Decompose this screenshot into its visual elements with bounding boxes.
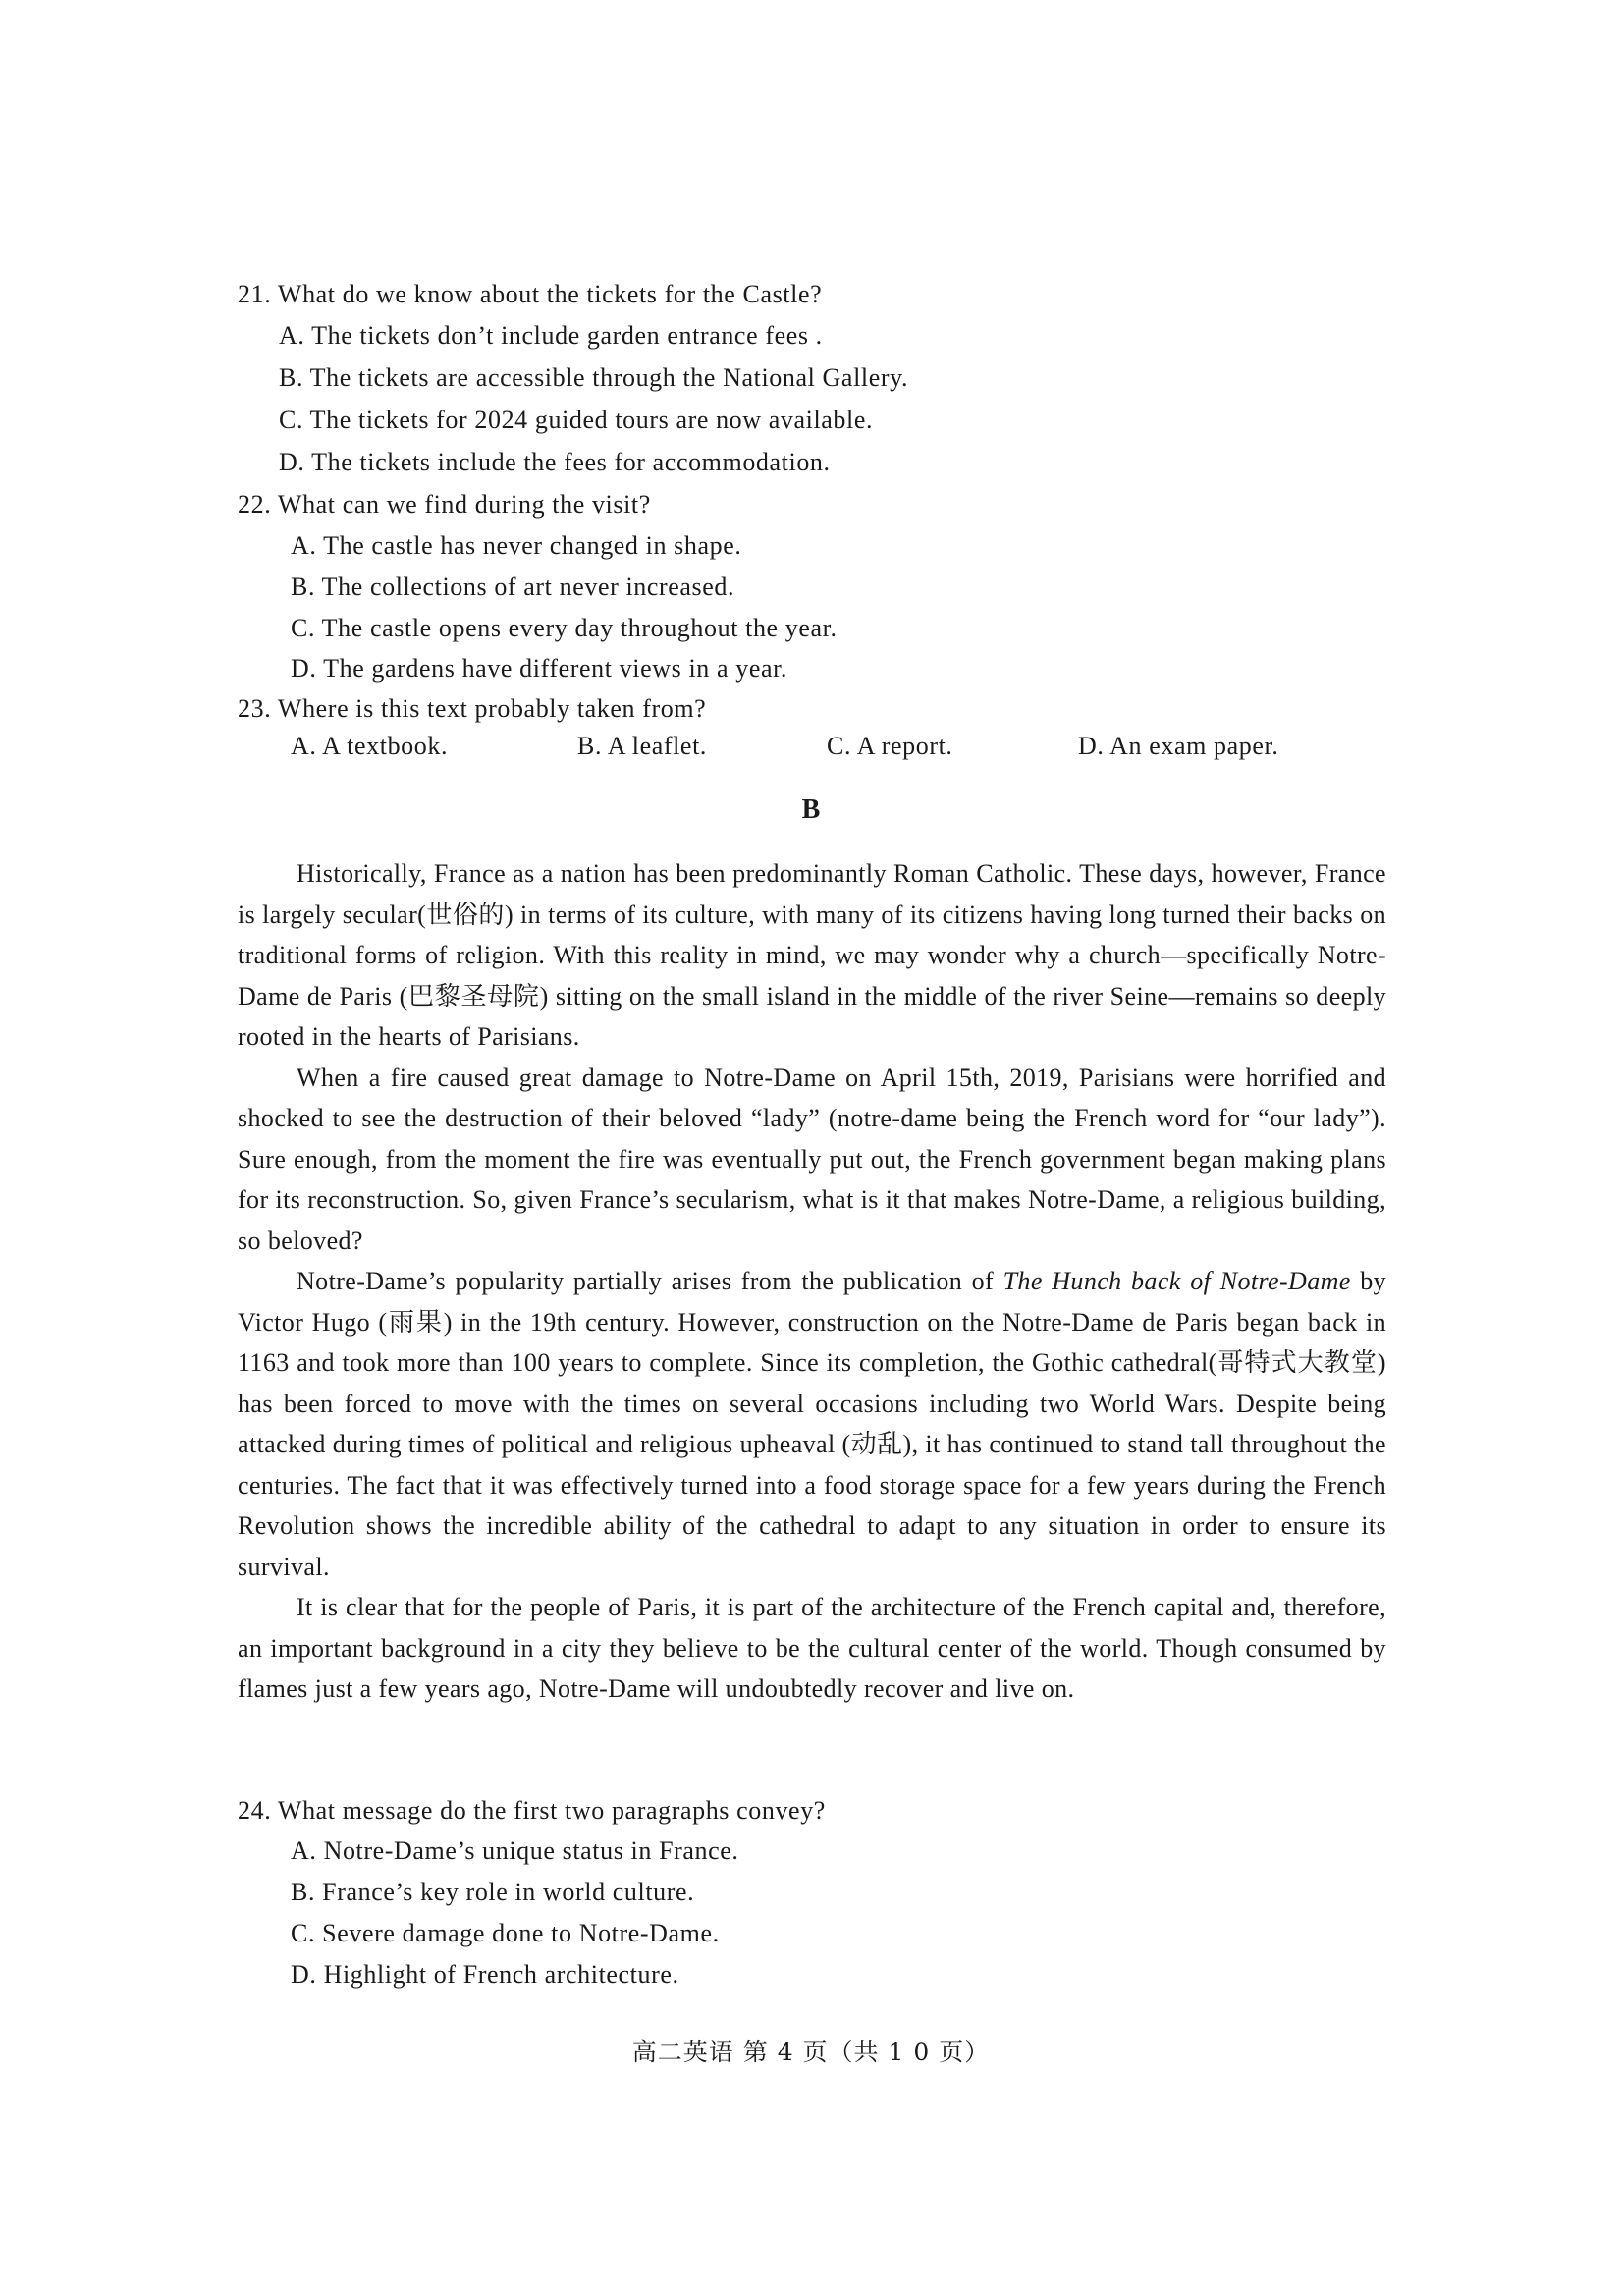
question-23-option-a: A. A textbook. [291, 732, 449, 760]
question-21-option-c: C. The tickets for 2024 guided tours are now available. [279, 406, 874, 434]
question-22-option-a: A. The castle has never changed in shape. [291, 531, 742, 560]
question-23-option-b: B. A leaflet. [577, 732, 707, 760]
question-24-stem: 24. What message do the first two paragraphs convey? [238, 1796, 826, 1825]
question-23-option-c: C. A report. [827, 732, 953, 760]
question-23-stem: 23. Where is this text probably taken from? [238, 694, 707, 723]
question-21-option-d: D. The tickets include the fees for accommodation. [279, 448, 831, 476]
book-title: The Hunch back of Notre-Dame [1002, 1267, 1351, 1295]
question-22-option-c: C. The castle opens every day throughout the year. [291, 614, 838, 642]
passage-b-paragraph-3 [238, 1261, 1386, 1587]
question-21-stem: 21. What do we know about the tickets for the Castle? [238, 280, 823, 308]
question-23-option-d: D. An exam paper. [1078, 732, 1279, 760]
question-24-option-d: D. Highlight of French architecture. [291, 1960, 679, 1989]
question-22-stem: 22. What can we find during the visit? [238, 490, 651, 519]
question-22-option-d: D. The gardens have different views in a year. [291, 654, 788, 683]
passage-b [238, 853, 1386, 1710]
passage-b-paragraph-1: Historically, France as a nation has been predominantly Roman Catholic. These days, however, France is largely secular(世俗的) in terms of its culture, with many of its citizens having long turned their backs on traditional forms of religion. With this reality in mind, we may wonder why a church—specifically Notre-Dame de Paris (巴黎圣母院) sitting on the small island in the middle of the river Seine—remains so deeply rooted in the hearts of Parisians. [238, 859, 1386, 1051]
question-24-option-b: B. France’s key role in world culture. [291, 1878, 695, 1906]
page-footer: 高二英语 第 4 页（共 1 0 页） [631, 2038, 991, 2066]
question-21-option-a: A. The tickets don’t include garden entrance fees . [279, 321, 823, 350]
question-24-option-a: A. Notre-Dame’s unique status in France. [291, 1836, 739, 1865]
paragraph-3-intro: Notre-Dame’s popularity partially arises from the publication of [297, 1267, 1003, 1295]
passage-b-paragraph-2: When a fire caused great damage to Notre-Dame on April 15th, 2019, Parisians were horrified and shocked to see the destruction of their beloved “lady” (notre-dame being the French word for “our lady”). Sure enough, from the moment the fire was eventually put out, the French government began making plans for its reconstruction. So, given France’s secularism, what is it that makes Notre-Dame, a religious building, so beloved? [238, 1063, 1386, 1255]
question-24-option-c: C. Severe damage done to Notre-Dame. [291, 1919, 720, 1947]
question-22-option-b: B. The collections of art never increased. [291, 573, 735, 601]
question-21-option-b: B. The tickets are accessible through the National Gallery. [279, 363, 909, 392]
paragraph-3-body: by Victor Hugo (雨果) in the 19th century. However, construction on the Notre-Dame de Paris began back in 1163 and took more than 100 years to complete. Since its completion, the Gothic cathedral(哥特式大教堂) has been forced to move with the times on several occasions including two World Wars. Despite being attacked during times of political and religious upheaval (动乱), it has continued to stand tall throughout the centuries. The fact that it was effectively turned into a food storage space for a few years during the French Revolution shows the incredible ability of the cathedral to adapt to any situation in order to ensure its survival. [238, 1267, 1386, 1581]
passage-b-paragraph-4: It is clear that for the people of Paris, it is part of the architecture of the French capital and, therefore, an important background in a city they believe to be the cultural center of the world. Though consumed by flames just a few years ago, Notre-Dame will undoubtedly recover and live on. [238, 1593, 1386, 1703]
section-b-title: B [801, 794, 821, 825]
